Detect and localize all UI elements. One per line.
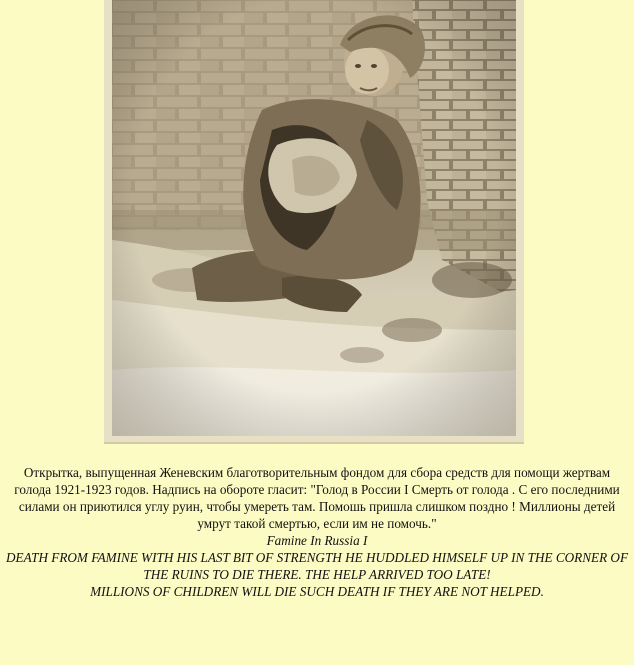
photo-frame — [104, 0, 524, 444]
photo-illustration — [112, 0, 516, 436]
caption-english-title: Famine In Russia I — [266, 533, 368, 548]
caption — [0, 464, 634, 600]
caption-english-line1: DEATH FROM FAMINE WITH HIS LAST BIT OF STRENGTH HE HUDDLED HIMSELF UP IN THE CORNER OF THE RUINS TO DIE THERE. THE HELP ARRIVED TOO LATE! — [6, 550, 628, 582]
caption-english-line2: MILLIONS OF CHILDREN WILL DIE SUCH DEATH IF THEY ARE NOT HELPED. — [90, 584, 544, 599]
postcard-photo — [112, 0, 516, 436]
caption-russian: Открытка, выпущенная Женевским благотворительным фондом для сбора средств для помощи жертвам голода 1921-1923 годов. Надпись на обороте гласит: "Голод в России I Смерть от голода . С его последними силами он приютился углу руин, чтобы умереть там. Помошь пришла слишком поздно ! Миллионы детей умрут такой смертью, если им не помочь." — [14, 465, 620, 531]
